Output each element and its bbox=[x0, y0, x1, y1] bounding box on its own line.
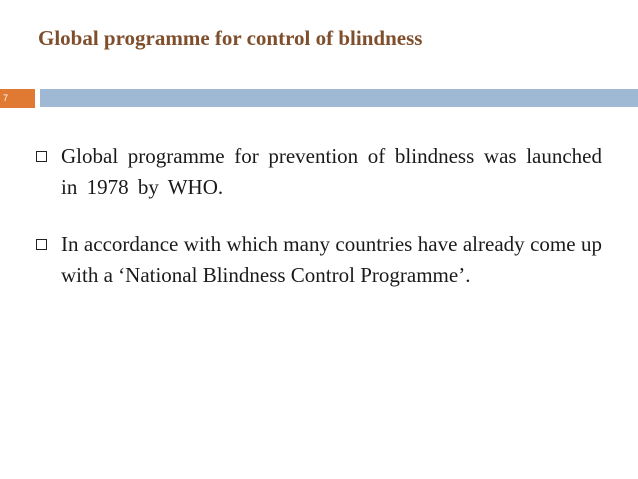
slide-number: 7 bbox=[0, 89, 35, 108]
title-divider-bar bbox=[40, 89, 638, 107]
bullet-item bbox=[36, 141, 602, 203]
square-bullet-icon bbox=[36, 239, 47, 250]
bullet-list bbox=[36, 141, 602, 317]
square-bullet-icon bbox=[36, 151, 47, 162]
bullet-text: Global programme for prevention of blindness was launched in 1978 by WHO. bbox=[61, 144, 602, 199]
bullet-item bbox=[36, 229, 602, 291]
slide-title: Global programme for control of blindness bbox=[38, 26, 423, 50]
bullet-text: In accordance with which many countries have already come up with a ‘National Blindness Control Programme’. bbox=[61, 232, 602, 287]
